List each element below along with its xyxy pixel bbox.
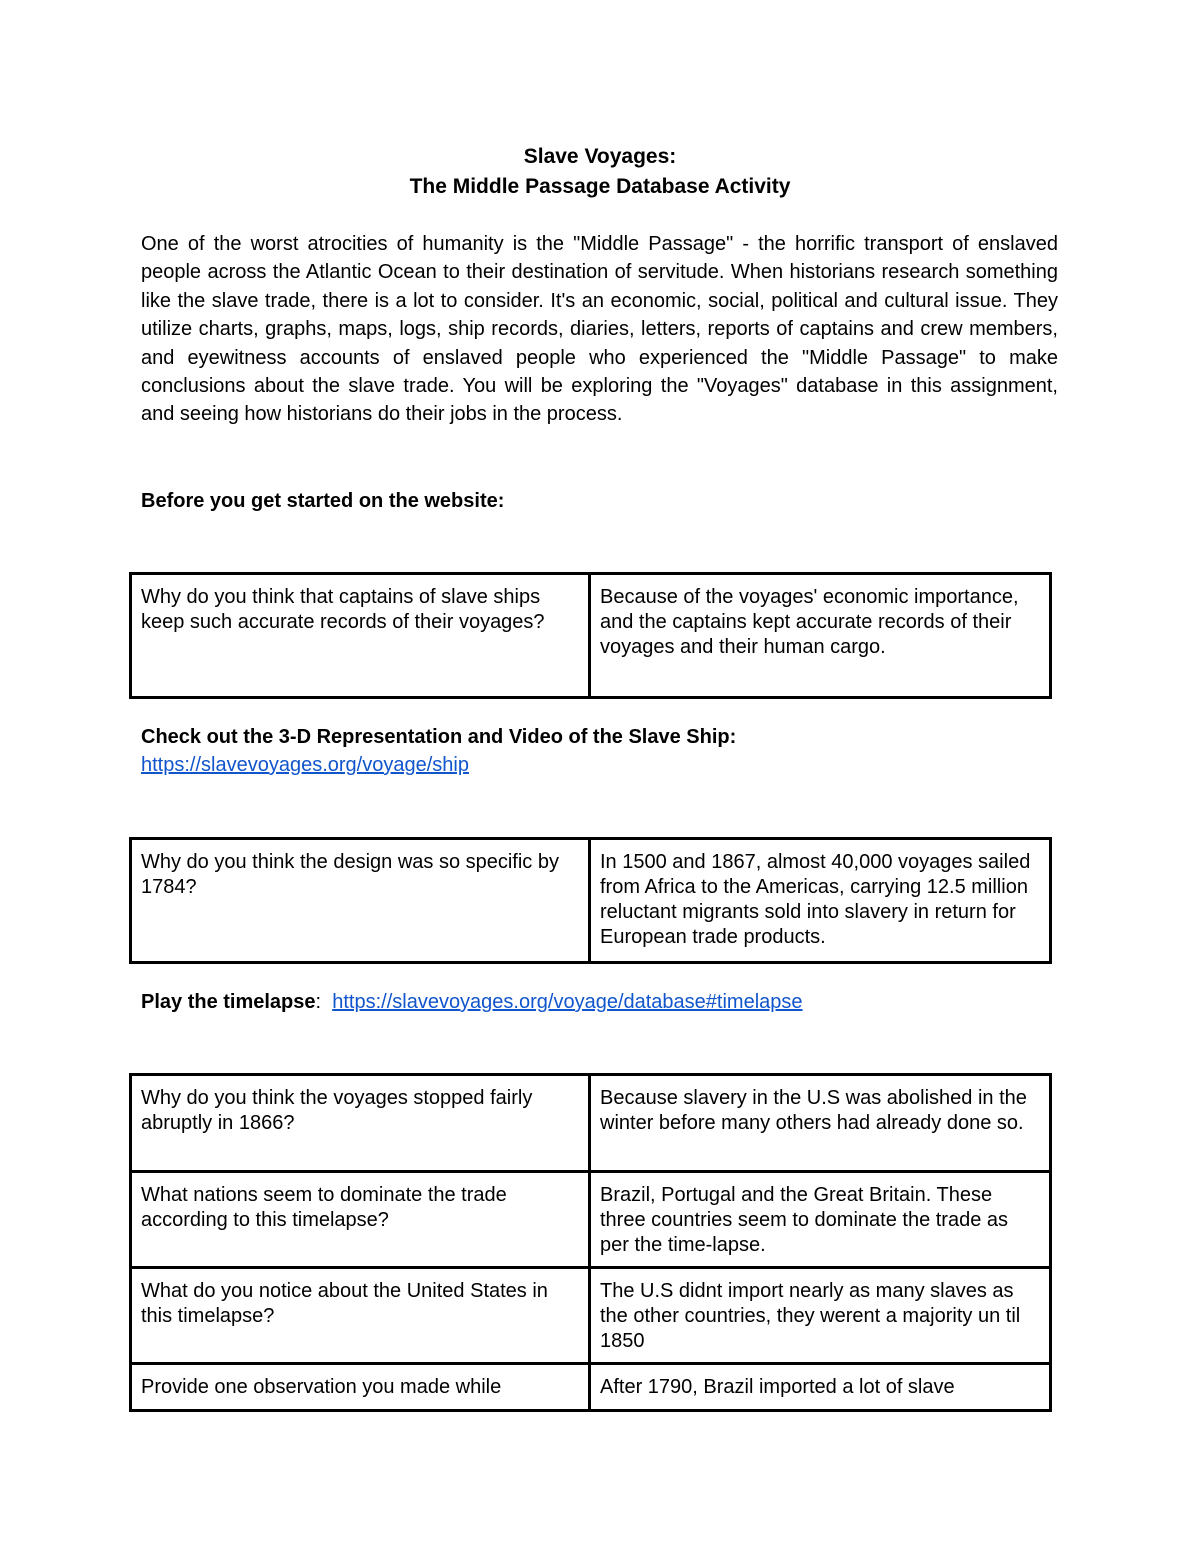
section-heading-before-start bbox=[141, 487, 504, 515]
table-row bbox=[131, 1172, 1051, 1268]
table-row bbox=[131, 1268, 1051, 1364]
answer-cell: The U.S didnt import nearly as many slaves as the other countries, they werent a majority un til 1850 bbox=[590, 1268, 1051, 1364]
qa-table-records bbox=[129, 572, 1052, 699]
section-heading-text: Before you get started on the website: bbox=[141, 490, 505, 512]
intro-paragraph: One of the worst atrocities of humanity is the "Middle Passage" - the horrific transport of enslaved people across the Atlantic Ocean to their destination of servitude. When historians research something like the slave trade, there is a lot to consider. It's an economic, social, political and cultural issue. They utilize charts, graphs, maps, logs, ship records, diaries, letters, reports of captains and crew members, and eyewitness accounts of enslaved people who experienced the "Middle Passage" to make conclusions about the slave trade. You will be exploring the "Voyages" database in this assignment, and seeing how historians do their jobs in the process. bbox=[141, 233, 1058, 426]
timelapse-link[interactable]: https://slavevoyages.org/voyage/database#timelapse bbox=[332, 991, 803, 1013]
answer-cell: After 1790, Brazil imported a lot of slave bbox=[590, 1364, 1051, 1411]
section-heading-ship bbox=[141, 723, 736, 751]
question-cell: Why do you think the voyages stopped fairly abruptly in 1866? bbox=[131, 1075, 590, 1172]
page-title-line-1: Slave Voyages: bbox=[523, 145, 677, 168]
table-row bbox=[131, 574, 1051, 698]
question-cell: What do you notice about the United States in this timelapse? bbox=[131, 1268, 590, 1364]
section-heading-timelapse bbox=[141, 988, 803, 1016]
question-cell: Provide one observation you made while bbox=[131, 1364, 590, 1411]
answer-cell: In 1500 and 1867, almost 40,000 voyages sailed from Africa to the Americas, carrying 12.5 million reluctant migrants sold into slavery in return for European trade products. bbox=[590, 839, 1051, 963]
question-cell: Why do you think that captains of slave ships keep such accurate records of their voyages? bbox=[131, 574, 590, 698]
answer-cell: Because slavery in the U.S was abolished in the winter before many others had already done so. bbox=[590, 1075, 1051, 1172]
table-row bbox=[131, 1364, 1051, 1411]
page-title-line-2: The Middle Passage Database Activity bbox=[409, 175, 791, 198]
question-cell: Why do you think the design was so specific by 1784? bbox=[131, 839, 590, 963]
ship-link[interactable]: https://slavevoyages.org/voyage/ship bbox=[141, 754, 469, 776]
qa-table-ship-design bbox=[129, 837, 1052, 964]
section-heading-text: Check out the 3-D Representation and Video of the Slave Ship: bbox=[141, 726, 737, 748]
table-row bbox=[131, 1075, 1051, 1172]
qa-table-timelapse bbox=[129, 1073, 1052, 1412]
question-cell: What nations seem to dominate the trade according to this timelapse? bbox=[131, 1172, 590, 1268]
ship-link-line bbox=[141, 751, 469, 779]
answer-cell: Brazil, Portugal and the Great Britain. These three countries seem to dominate the trade as per the time-lapse. bbox=[590, 1172, 1051, 1268]
table-row bbox=[131, 839, 1051, 963]
section-heading-text: Play the timelapse bbox=[141, 991, 316, 1013]
heading-separator: : bbox=[315, 991, 322, 1013]
answer-cell: Because of the voyages' economic importance, and the captains kept accurate records of their voyages and their human cargo. bbox=[590, 574, 1051, 698]
